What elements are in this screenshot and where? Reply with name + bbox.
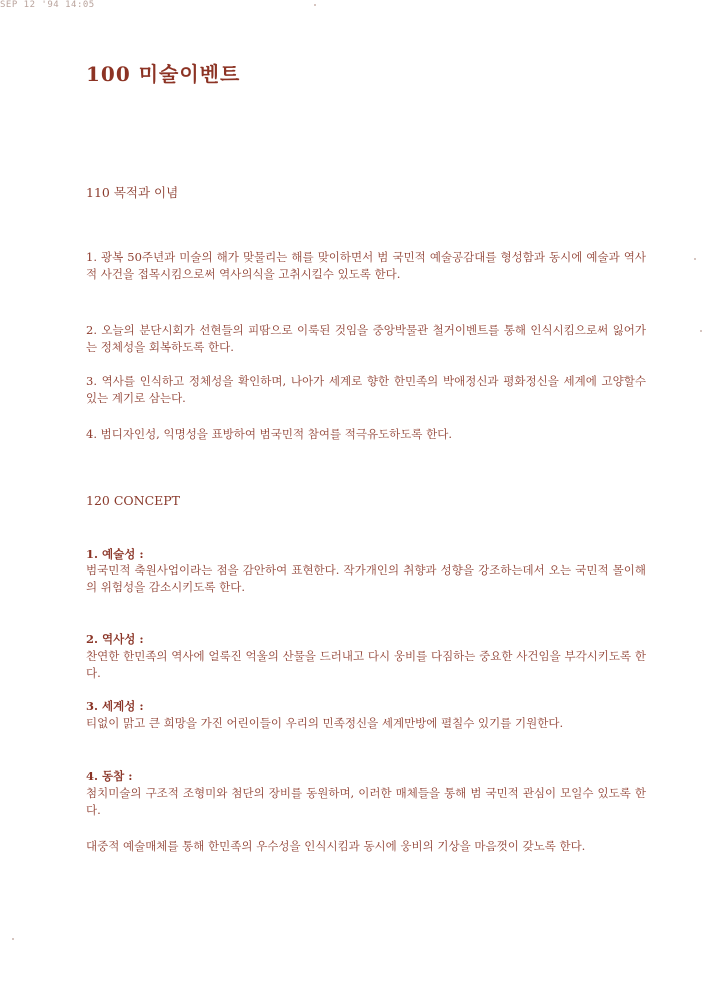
purpose-item-3: 3. 역사를 인식하고 정체성을 확인하며, 나아가 세계로 향한 한민족의 박애정신과 평화정신을 세계에 고양할수 있는 계기로 삼는다. <box>86 374 646 405</box>
concept-heading-history: 2. 역사성 : <box>86 632 144 646</box>
concept-body-global: 티없이 맑고 큰 희망을 가진 어린이들이 우리의 민족정신을 세계만방에 펼칠수 있기를 기원한다. <box>86 716 564 730</box>
purpose-item-2: 2. 오늘의 분단시회가 선현들의 피땀으로 이룩된 것임을 중앙박물관 철거이벤트를 통해 인식시킴으로써 잃어가는 정체성을 회복하도록 한다. <box>86 323 646 354</box>
scan-speck <box>314 4 316 6</box>
concept-closing: 대중적 예술매체를 통해 한민족의 우수성을 인식시킴과 동시에 웅비의 기상을 마음껏이 갖노록 한다. <box>86 839 586 853</box>
concept-body-participation: 첨치미술의 구조적 조형미와 첨단의 장비를 동원하며, 이러한 매체들을 통해 범 국민적 관심이 모일수 있도록 한다. <box>86 786 646 817</box>
fax-header: SEP 12 '94 14:05 <box>0 0 95 10</box>
concept-body-history: 찬연한 한민족의 역사에 얼룩진 억울의 산물을 드러내고 다시 웅비를 다짐하는 중요한 사건임을 부각시키도록 한다. <box>86 649 646 680</box>
concept-body-artistry: 범국민적 축원사업이라는 점을 감안하여 표현한다. 작가개인의 취향과 성향을 강조하는데서 오는 국민적 몰이해의 위험성을 감소시키도록 한다. <box>86 563 646 594</box>
scan-speck <box>700 330 702 332</box>
page-title: 100 미술이벤트 <box>86 62 241 86</box>
purpose-item-1: 1. 광복 50주년과 미술의 해가 맞물리는 해를 맞이하면서 범 국민적 예술공감대를 형성함과 동시에 예술과 역사적 사건을 접목시킴으로써 역사의식을 고취시킬수 있도록 한다. <box>86 250 646 281</box>
concept-heading-participation: 4. 동참 : <box>86 769 133 783</box>
purpose-item-4: 4. 범디자인성, 익명성을 표방하여 범국민적 참여를 적극유도하도록 한다. <box>86 427 453 441</box>
section-heading-concept: 120 CONCEPT <box>86 493 181 508</box>
scan-speck <box>12 938 14 940</box>
section-heading-purpose: 110 목적과 이념 <box>86 185 179 200</box>
concept-heading-artistry: 1. 예술성 : <box>86 547 144 561</box>
concept-heading-global: 3. 세계성 : <box>86 699 144 713</box>
scan-speck <box>694 258 696 260</box>
